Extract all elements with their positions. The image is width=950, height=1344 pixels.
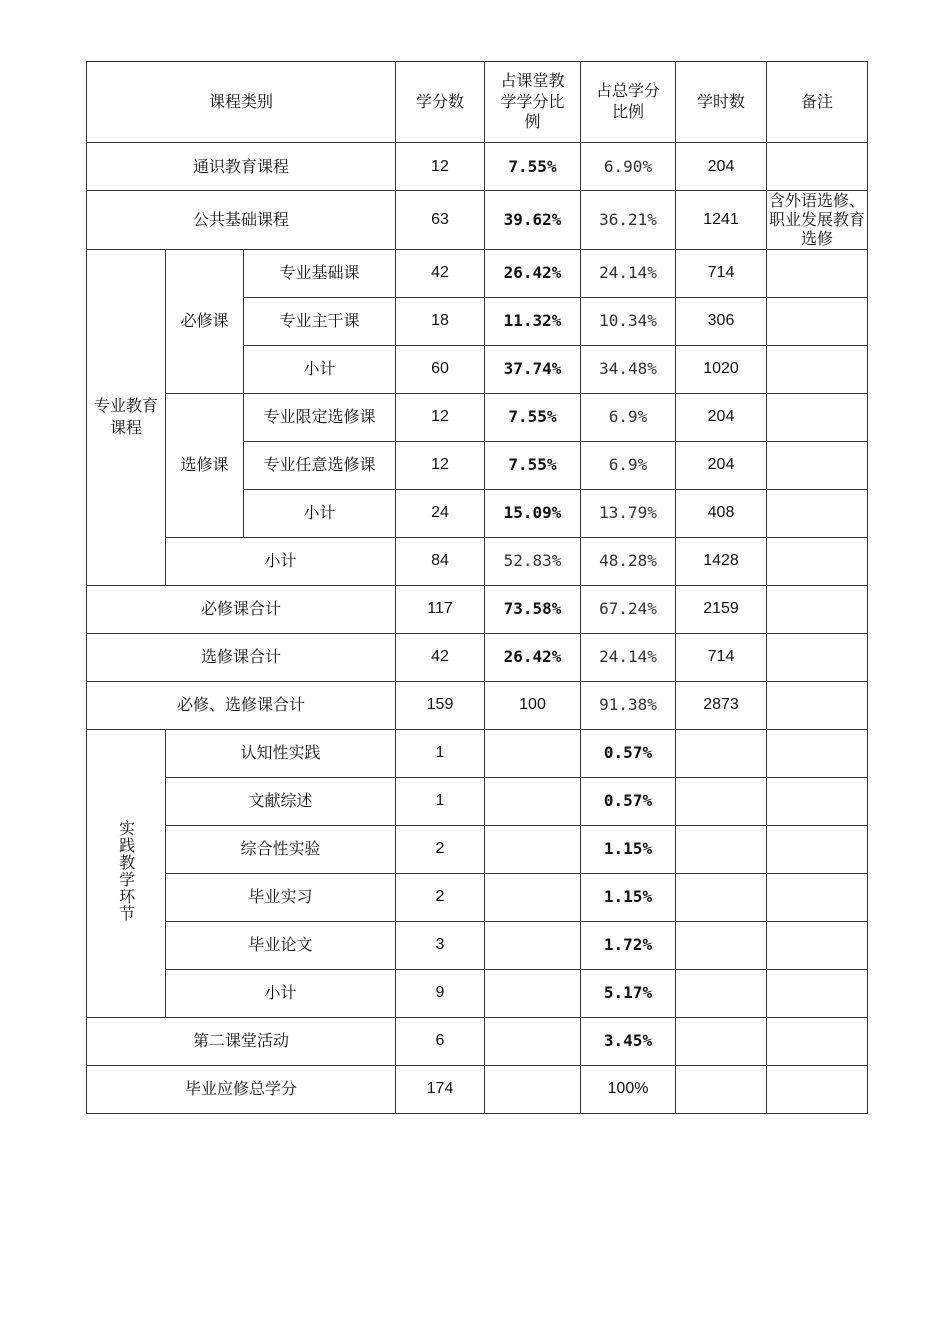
remarks-cell: [767, 825, 868, 873]
row-label: 毕业论文: [166, 921, 396, 969]
hours-cell: [676, 1065, 767, 1113]
remarks-cell: [767, 921, 868, 969]
required-group-label: 必修课: [166, 249, 244, 393]
credits-cell: 12: [396, 393, 485, 441]
total-ratio-cell: 1.15%: [581, 873, 676, 921]
classroom-ratio-cell: [485, 777, 581, 825]
remarks-cell: [767, 585, 868, 633]
remarks-cell: [767, 969, 868, 1017]
row-label: 专业限定选修课: [244, 393, 396, 441]
total-ratio-cell: 6.9%: [581, 441, 676, 489]
remarks-cell: [767, 729, 868, 777]
total-ratio-cell: 24.14%: [581, 633, 676, 681]
hours-cell: 306: [676, 297, 767, 345]
remarks-cell: [767, 1065, 868, 1113]
total-ratio-cell: 6.9%: [581, 393, 676, 441]
row-label: 综合性实验: [166, 825, 396, 873]
table-row-public: [87, 191, 868, 250]
hours-cell: 1428: [676, 537, 767, 585]
classroom-ratio-cell: 39.62%: [485, 191, 581, 250]
elective-group-label: 选修课: [166, 393, 244, 537]
total-ratio-cell: 1.15%: [581, 825, 676, 873]
total-ratio-cell: 36.21%: [581, 191, 676, 250]
row-label: 公共基础课程: [87, 191, 396, 250]
credits-cell: 1: [396, 729, 485, 777]
hours-cell: 1020: [676, 345, 767, 393]
total-ratio-cell: 0.57%: [581, 729, 676, 777]
classroom-ratio-cell: 26.42%: [485, 633, 581, 681]
credits-cell: 6: [396, 1017, 485, 1065]
remarks-cell: [767, 489, 868, 537]
credits-cell: 117: [396, 585, 485, 633]
hours-cell: [676, 777, 767, 825]
hours-cell: [676, 969, 767, 1017]
credits-cell: 159: [396, 681, 485, 729]
row-label: 文献综述: [166, 777, 396, 825]
row-label: 专业基础课: [244, 249, 396, 297]
classroom-ratio-cell: 7.55%: [485, 393, 581, 441]
total-ratio-cell: 6.90%: [581, 143, 676, 191]
total-ratio-cell: 48.28%: [581, 537, 676, 585]
classroom-ratio-cell: [485, 969, 581, 1017]
credits-cell: 174: [396, 1065, 485, 1113]
remarks-cell: [767, 873, 868, 921]
total-ratio-cell: 5.17%: [581, 969, 676, 1017]
hours-cell: 408: [676, 489, 767, 537]
classroom-ratio-cell: 37.74%: [485, 345, 581, 393]
table-row-experiment: [87, 825, 868, 873]
classroom-ratio-cell: 15.09%: [485, 489, 581, 537]
row-label: 毕业实习: [166, 873, 396, 921]
remarks-cell: 含外语选修、职业发展教育选修: [767, 191, 868, 250]
hours-cell: 1241: [676, 191, 767, 250]
major-group-label: 专业教育课程: [87, 249, 166, 585]
remarks-cell: [767, 393, 868, 441]
header-hours: 学时数: [676, 62, 767, 143]
classroom-ratio-cell: 11.32%: [485, 297, 581, 345]
credits-cell: 84: [396, 537, 485, 585]
table-row-major-subtotal: [87, 537, 868, 585]
remarks-cell: [767, 297, 868, 345]
classroom-ratio-cell: [485, 921, 581, 969]
classroom-ratio-cell: [485, 729, 581, 777]
table-row-limited-elective: [87, 393, 868, 441]
hours-cell: [676, 825, 767, 873]
table-row-cognitive: [87, 729, 868, 777]
remarks-cell: [767, 441, 868, 489]
hours-cell: [676, 729, 767, 777]
classroom-ratio-cell: 26.42%: [485, 249, 581, 297]
row-label: 小计: [244, 345, 396, 393]
header-credits: 学分数: [396, 62, 485, 143]
row-label: 选修课合计: [87, 633, 396, 681]
row-label: 通识教育课程: [87, 143, 396, 191]
remarks-cell: [767, 633, 868, 681]
classroom-ratio-cell: [485, 873, 581, 921]
remarks-cell: [767, 345, 868, 393]
credits-cell: 18: [396, 297, 485, 345]
header-classroom-ratio: 占课堂教学学分比例: [485, 62, 581, 143]
hours-cell: 204: [676, 143, 767, 191]
credits-cell: 2: [396, 873, 485, 921]
classroom-ratio-cell: [485, 1017, 581, 1065]
row-label: 小计: [166, 537, 396, 585]
credits-cell: 63: [396, 191, 485, 250]
credits-cell: 2: [396, 825, 485, 873]
total-ratio-cell: 67.24%: [581, 585, 676, 633]
credits-cell: 60: [396, 345, 485, 393]
remarks-cell: [767, 143, 868, 191]
table-header-row: [87, 62, 868, 143]
hours-cell: 204: [676, 393, 767, 441]
table-row-literature: [87, 777, 868, 825]
table-row-major-basic: [87, 249, 868, 297]
classroom-ratio-cell: 52.83%: [485, 537, 581, 585]
total-ratio-cell: 13.79%: [581, 489, 676, 537]
total-ratio-cell: 0.57%: [581, 777, 676, 825]
table-row-elective-total: [87, 633, 868, 681]
table-row-required-total: [87, 585, 868, 633]
table-row-all-total: [87, 681, 868, 729]
remarks-cell: [767, 537, 868, 585]
total-ratio-cell: 1.72%: [581, 921, 676, 969]
row-label: 专业任意选修课: [244, 441, 396, 489]
total-ratio-cell: 91.38%: [581, 681, 676, 729]
row-label: 小计: [166, 969, 396, 1017]
credits-cell: 1: [396, 777, 485, 825]
table-row-general: [87, 143, 868, 191]
hours-cell: 2873: [676, 681, 767, 729]
credits-cell: 3: [396, 921, 485, 969]
classroom-ratio-cell: 7.55%: [485, 441, 581, 489]
credits-cell: 9: [396, 969, 485, 1017]
practice-group-label: 实践教学环节: [87, 729, 166, 1017]
row-label: 必修课合计: [87, 585, 396, 633]
classroom-ratio-cell: 100: [485, 681, 581, 729]
credit-distribution-table: [86, 61, 868, 1114]
total-ratio-cell: 100%: [581, 1065, 676, 1113]
classroom-ratio-cell: [485, 825, 581, 873]
credits-cell: 24: [396, 489, 485, 537]
table-row-graduation-total: [87, 1065, 868, 1113]
row-label: 必修、选修课合计: [87, 681, 396, 729]
header-remarks: 备注: [767, 62, 868, 143]
header-total-ratio: 占总学分比例: [581, 62, 676, 143]
hours-cell: [676, 873, 767, 921]
total-ratio-cell: 3.45%: [581, 1017, 676, 1065]
table-row-second-classroom: [87, 1017, 868, 1065]
hours-cell: 714: [676, 633, 767, 681]
remarks-cell: [767, 777, 868, 825]
hours-cell: 2159: [676, 585, 767, 633]
credits-cell: 42: [396, 633, 485, 681]
table-row-thesis: [87, 921, 868, 969]
row-label: 毕业应修总学分: [87, 1065, 396, 1113]
credits-cell: 12: [396, 143, 485, 191]
row-label: 认知性实践: [166, 729, 396, 777]
total-ratio-cell: 34.48%: [581, 345, 676, 393]
row-label: 小计: [244, 489, 396, 537]
hours-cell: 204: [676, 441, 767, 489]
credits-cell: 42: [396, 249, 485, 297]
classroom-ratio-cell: 7.55%: [485, 143, 581, 191]
classroom-ratio-cell: [485, 1065, 581, 1113]
total-ratio-cell: 24.14%: [581, 249, 676, 297]
remarks-cell: [767, 249, 868, 297]
table-row-practice-subtotal: [87, 969, 868, 1017]
remarks-cell: [767, 681, 868, 729]
remarks-cell: [767, 1017, 868, 1065]
table-row-internship: [87, 873, 868, 921]
credits-cell: 12: [396, 441, 485, 489]
hours-cell: [676, 921, 767, 969]
row-label: 专业主干课: [244, 297, 396, 345]
hours-cell: 714: [676, 249, 767, 297]
header-category: 课程类别: [87, 62, 396, 143]
total-ratio-cell: 10.34%: [581, 297, 676, 345]
classroom-ratio-cell: 73.58%: [485, 585, 581, 633]
hours-cell: [676, 1017, 767, 1065]
row-label: 第二课堂活动: [87, 1017, 396, 1065]
